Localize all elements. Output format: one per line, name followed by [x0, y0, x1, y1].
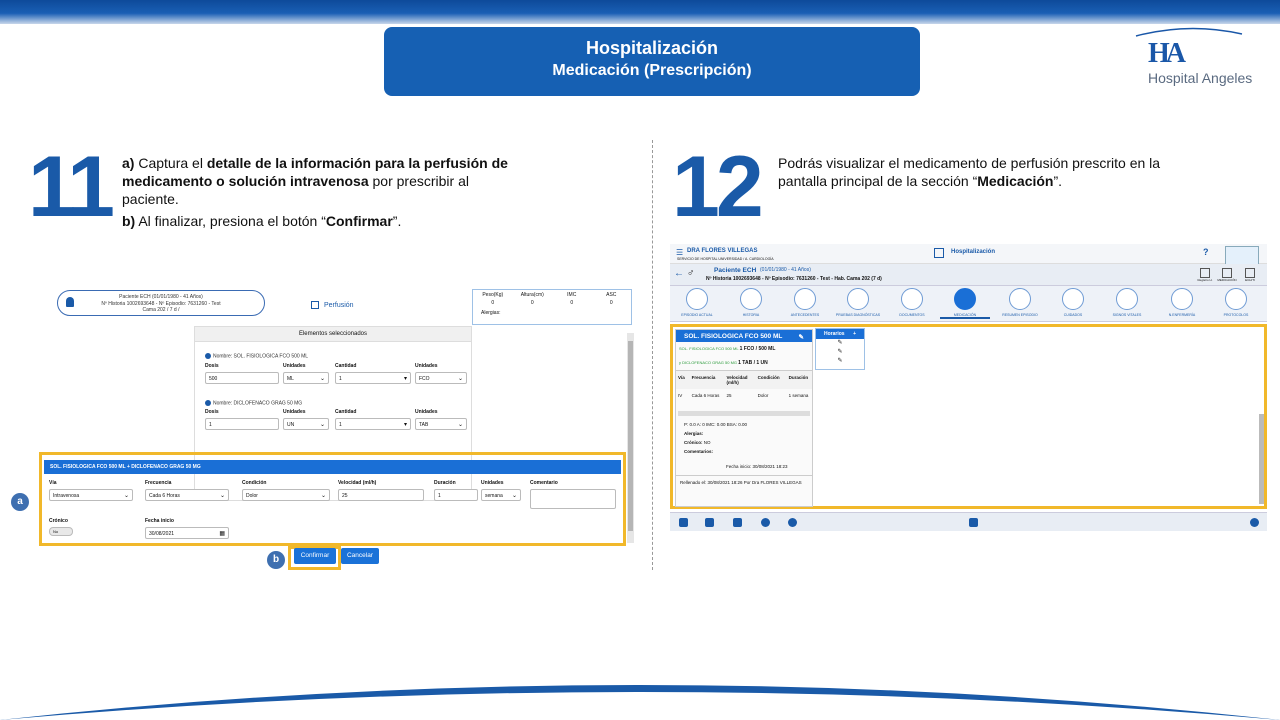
cancel-button[interactable]: Cancelar	[341, 548, 379, 564]
card-allergies: Alergias:	[684, 431, 704, 436]
nav-episodio-actual[interactable]: EPISODIO ACTUAL	[672, 288, 722, 317]
nav-resumen[interactable]: RESUMEN EPISODIO	[995, 288, 1045, 317]
card-comments: Comentarios:	[684, 449, 714, 454]
confirm-button[interactable]: Confirmar	[294, 548, 336, 564]
badge-a: a	[11, 493, 29, 511]
step-11-number: 11	[28, 139, 111, 235]
dose-input-1[interactable]: 500	[205, 372, 279, 384]
card-start-date: Fecha inicio: 30/08/2021 18:23	[726, 464, 788, 469]
perfusion-form-screenshot: Paciente ECH (01/01/1980 - 41 Años) Nº Historia 1002693648 - Nº Episodio: 7631260 - Test Cama 202 / 7 d / Perfusión Peso(Kg) Altura(cm) IMC ASC 0 0 0 0 Alergias: Elementos seleccionados Nombre: SOL. FISIOLOGICA FCO 500 ML Dosis 500 Unidades ML ⌄ Cantidad 1 ▾ Unidades FCO ⌄ Nombre: DICLOFENACO GRAG 50 MG Dosis 1 Unidades UN ⌄ Cantidad 1 ▾ Unidades TAB ⌄ SOL. FISIOLOGICA FCO 500 ML + DICLOFENACO GRAG 50 MG Vía Intravenosa ⌄ Frecuencia Cada 6 Horas ⌄ Condición Dolor ⌄ Velocidad (ml/h) 25 Duración 1 Unidades semana ⌄ Comentario Crónico No Fecha inicio 30/08/2021 ▦ a b Confirmar Cancelar	[37, 283, 635, 570]
via-select[interactable]: Intravenosa ⌄	[49, 489, 133, 501]
summary-icon	[1009, 288, 1031, 310]
calendar-icon[interactable]: ▦	[219, 531, 225, 537]
title-box	[384, 27, 920, 96]
person-icon	[66, 297, 74, 307]
bottom-swoosh	[0, 640, 1280, 720]
home-icon[interactable]	[679, 518, 688, 527]
clock-icon[interactable]	[761, 518, 770, 527]
settings-icon[interactable]	[733, 518, 742, 527]
medication-main-screenshot	[670, 244, 1267, 531]
patient-name: Paciente ECH	[714, 267, 757, 274]
qty-select-1[interactable]: 1 ▾	[335, 372, 411, 384]
nurse-icon	[1171, 288, 1193, 310]
power-icon[interactable]	[1250, 518, 1259, 527]
nav-signos[interactable]: SIGNOS VITALES	[1102, 288, 1152, 317]
ech-ti-icon[interactable]: ECH/TI	[1241, 268, 1259, 282]
badge-b: b	[267, 551, 285, 569]
nav-antecedentes[interactable]: ANTECEDENTES	[780, 288, 830, 317]
archive-icon[interactable]	[969, 518, 978, 527]
add-icon[interactable]: +	[853, 331, 856, 337]
top-band	[0, 0, 1280, 24]
nav-documentos[interactable]: DOCUMENTOS	[887, 288, 937, 317]
registro-icon[interactable]: Registro H.	[1196, 268, 1214, 282]
allergies-label: Alergias:	[481, 310, 501, 316]
nav-medicacion[interactable]: MEDICACIÓN	[940, 288, 990, 319]
footer-bar	[670, 512, 1267, 531]
doctor-name: DRA FLORES VILLEGAS	[687, 248, 758, 254]
nav-enfermeria[interactable]: N.ENFERMERÍA	[1157, 288, 1207, 317]
patient-details: Nº Historia 1002693648 - Nº Episodio: 7631260 - Test - Hab. Cama 202 (7 d)	[706, 276, 882, 282]
perfusion-icon	[311, 301, 319, 309]
selected-elements-panel: Elementos seleccionados Nombre: SOL. FISIOLOGICA FCO 500 ML Dosis 500 Unidades ML ⌄ Cantidad 1 ▾ Unidades FCO ⌄ Nombre: DICLOFENACO GRAG 50 MG Dosis 1 Unidades UN ⌄ Cantidad 1 ▾ Unidades TAB ⌄	[194, 326, 472, 501]
folder-icon	[740, 288, 762, 310]
patient-pill: Paciente ECH (01/01/1980 - 41 Años) Nº Historia 1002693648 - Nº Episodio: 7631260 - Test Cama 202 / 7 d /	[57, 290, 265, 316]
app-header	[670, 244, 1267, 264]
document-icon	[901, 288, 923, 310]
service-name: SERVICIO DE HOSPITAL UNIVERSIDAD / A. CARDIOLOGÍA	[677, 257, 774, 261]
nav-historia[interactable]: HISTORIA	[726, 288, 776, 317]
male-icon: ♂	[687, 268, 695, 279]
page-title: Hospitalización	[585, 38, 719, 58]
hospital-logo	[1130, 26, 1260, 90]
card-table-row: IV Cada 6 Horas 25 Dolor 1 semana	[678, 393, 809, 398]
duration-input[interactable]: 1	[434, 489, 478, 501]
schedules-panel: Horarios + ✎ ✎ ✎	[815, 328, 865, 370]
section-title: Perfusión	[311, 301, 354, 309]
clipboard-icon	[794, 288, 816, 310]
module-title: Hospitalización	[951, 249, 996, 255]
info-icon[interactable]	[788, 518, 797, 527]
condition-select[interactable]: Dolor ⌄	[242, 489, 330, 501]
frequency-select[interactable]: Cada 6 Horas ⌄	[145, 489, 229, 501]
help-button[interactable]: ?	[1203, 247, 1209, 257]
step-12-number: 12	[672, 139, 760, 235]
card-title: SOL. FISIOLOGICA FCO 500 ML ✎	[676, 330, 812, 342]
nav-pruebas[interactable]: PRUEBAS DIAGNÓSTICAS	[833, 288, 883, 317]
back-arrow-icon[interactable]: ←	[674, 268, 684, 279]
ech-logo-icon	[1225, 246, 1259, 265]
units-select-2[interactable]: UN ⌄	[283, 418, 329, 430]
info-icon	[205, 353, 211, 359]
info-icon	[205, 400, 211, 406]
divider	[652, 140, 653, 570]
prescription-card: SOL. FISIOLOGICA FCO 500 ML ✎ SOL. FISIOLOGICA FCO 500 ML 1 FCO / 500 ML y DICLOFENACO GRAG 50 MG 1 TAB / 1 UN Vía Frecuencia Velocidad (ml/h) Condición Duración IV Cada 6 Horas 25 Dolor 1 semana P: 0.0 A: 0 IMC: 0.00 BSA: 0.00 Alergias: Crónico: NO Comentarios: Fecha inicio: 30/08/2021 18:23 Rellenado el: 30/08/2021 18:26 Por Dra FLORES VILLEGAS	[675, 329, 813, 507]
building-icon	[934, 248, 944, 258]
lab-icon	[847, 288, 869, 310]
units-select-1[interactable]: ML ⌄	[283, 372, 329, 384]
velocity-input[interactable]: 25	[338, 489, 424, 501]
patient-bar	[670, 264, 1267, 286]
episode-icon	[686, 288, 708, 310]
medication-icon[interactable]: MEDICACIÓN	[1217, 268, 1237, 282]
start-date-input[interactable]: 30/08/2021 ▦	[145, 527, 229, 539]
edit-icon[interactable]: ✎	[798, 334, 804, 341]
chart-icon	[1116, 288, 1138, 310]
duration-units-select[interactable]: semana ⌄	[481, 489, 521, 501]
patient-age: (01/01/1980 - 41 Años)	[760, 267, 811, 273]
units2-select-1[interactable]: FCO ⌄	[415, 372, 467, 384]
menu-icon[interactable]: ☰	[676, 248, 684, 257]
card-table-header: Vía Frecuencia Velocidad (ml/h) Condición Duración	[676, 370, 812, 389]
nav-cuidados[interactable]: CUIDADOS	[1048, 288, 1098, 317]
section-nav	[670, 286, 1267, 322]
scrollbar[interactable]	[627, 333, 634, 543]
pencil-icon	[1062, 288, 1084, 310]
logo-mark: HA	[1148, 38, 1182, 69]
units2-select-2[interactable]: TAB ⌄	[415, 418, 467, 430]
perfusion-summary-bar: SOL. FISIOLOGICA FCO 500 ML + DICLOFENACO GRAG 50 MG	[44, 460, 621, 474]
vitals-table: Peso(Kg) Altura(cm) IMC ASC 0 0 0 0 Alergias:	[472, 289, 632, 325]
selected-elements-title: Elementos seleccionados	[195, 327, 471, 342]
binoculars-icon[interactable]	[705, 518, 714, 527]
comment-textarea[interactable]	[530, 489, 616, 509]
qty-select-2[interactable]: 1 ▾	[335, 418, 411, 430]
med-item-2: Nombre: DICLOFENACO GRAG 50 MG	[205, 400, 467, 406]
card-filled-by: Rellenado el: 30/08/2021 18:26 Por Dra FLORES VILLEGAS	[676, 475, 812, 489]
chronic-toggle[interactable]: No	[49, 527, 73, 536]
logo-name: Hospital Angeles	[1148, 70, 1253, 86]
nav-protocolos[interactable]: PROTOCOLOS	[1211, 288, 1261, 317]
pill-icon	[954, 288, 976, 310]
protocol-icon	[1225, 288, 1247, 310]
step-11-text: a) Captura el detalle de la información para la perfusión de medicamento o solución intravenosa por prescribir al paciente. b) Al finalizar, presiona el botón “Confirmar”.	[122, 155, 508, 229]
dose-input-2[interactable]: 1	[205, 418, 279, 430]
step-12-text: Podrás visualizar el medicamento de perfusión prescrito en la pantalla principal de la sección “Medicación”.	[778, 155, 1161, 189]
card-vitals: P: 0.0 A: 0 IMC: 0.00 BSA: 0.00	[684, 422, 748, 427]
main-scrollbar[interactable]	[1259, 414, 1264, 504]
med-item-1: Nombre: SOL. FISIOLOGICA FCO 500 ML	[205, 353, 467, 359]
page-subtitle: Medicación (Prescripción)	[552, 62, 752, 79]
